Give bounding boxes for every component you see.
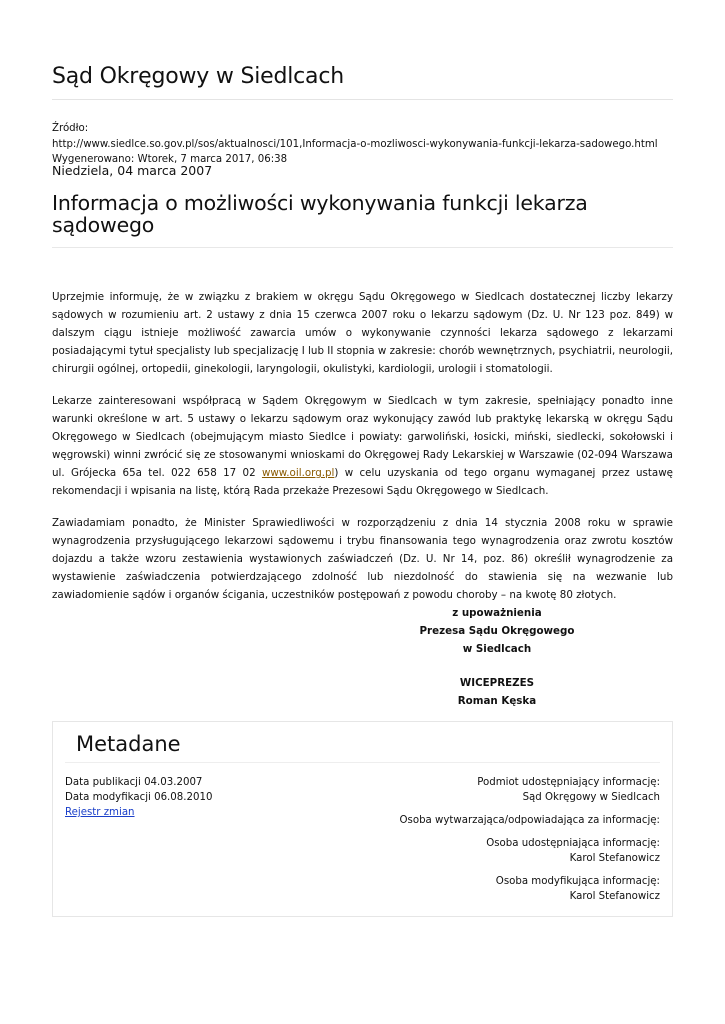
provider-label: Podmiot udostępniający informację: (477, 777, 660, 788)
metadata-title: Metadane (76, 732, 181, 756)
publisher-label: Osoba udostępniająca informację: (486, 838, 660, 849)
metadata-divider (65, 762, 660, 763)
metadata-dates (65, 775, 212, 820)
provider-value: Sąd Okręgowy w Siedlcach (522, 792, 660, 803)
article-body (52, 288, 673, 618)
metadata-box (52, 721, 673, 917)
signature-block (372, 604, 622, 710)
article-date: Niedziela, 04 marca 2007 (52, 163, 213, 178)
modification-date: Data modyfikacji 06.08.2010 (65, 792, 213, 803)
change-log-link[interactable]: Rejestr zmian (65, 807, 135, 818)
producer-label: Osoba wytwarzająca/odpowiadająca za informację: (399, 815, 660, 826)
paragraph-2-end: ) w celu uzyskania od tego organu wymaganej przez ustawę rekomendacji i wpisania na listę, którą Rada przekaże Prezesowi Sądu Okręgowego w Siedlcach. (52, 467, 673, 497)
paragraph-2-start: Lekarze zainteresowani współpracą w Sądem Okręgowym w Siedlcach w tym zakresie, spełniający ponadto inne warunki określone w art. 5 ustawy o lekarzu sądowym oraz wykonujący zawód lub praktykę lekarską w okręgu Sądu Okręgowego w Siedlcach (obejmującym miasto Siedlce i powiaty: garwoliński, łosicki, miński, siedlecki, sokołowski i węgrowski) winni zwrócić się ze stosowanymi wnioskami do Okręgowej Rady Lekarskiej w Warszawie (02-094 Warszawa ul. Grójecka 65a tel. 022 658 17 02 (52, 395, 673, 479)
metadata-persons (340, 775, 660, 912)
article-title: Informacja o możliwości wykonywania funkcji lekarza sądowego (52, 191, 588, 237)
paragraph-2 (52, 392, 673, 500)
signature-line-3: w Siedlcach (462, 643, 532, 655)
source-info (52, 121, 682, 168)
signature-role: WICEPREZES (459, 677, 535, 689)
signature-line-2: Prezesa Sądu Okręgowego (419, 625, 575, 637)
oil-link[interactable]: www.oil.org.pl (261, 467, 335, 479)
publisher-value: Karol Stefanowicz (569, 853, 660, 864)
signature-name: Roman Kęska (457, 695, 537, 707)
title-divider (52, 247, 673, 248)
modifier-label: Osoba modyfikująca informację: (495, 876, 660, 887)
header-divider (52, 99, 673, 100)
publication-date: Data publikacji 04.03.2007 (65, 777, 203, 788)
source-label: Źródło: (52, 123, 89, 134)
source-url: http://www.siedlce.so.gov.pl/sos/aktualnosci/101,Informacja-o-mozliwosci-wykonywania-funkcji-lekarza-sadowego.html (52, 138, 658, 150)
paragraph-1: Uprzejmie informuję, że w związku z brakiem w okręgu Sądu Okręgowego w Siedlcach dostatecznej liczby lekarzy sądowych w rozumieniu art. 2 ustawy z dnia 15 czerwca 2007 roku o lekarzu sądowym (Dz. U. Nr 123 poz. 849) w dalszym ciągu istnieje możliwość zawarcia umów o wykonywanie czynności lekarza sądowego z lekarzami posiadającymi tytuł specjalisty lub specjalizację I lub II stopnia w zakresie: chorób wewnętrznych, psychiatrii, neurologii, chirurgii ogólnej, ortopedii, ginekologii, laryngologii, okulistyki, kardiologii, urologii i stomatologii. (52, 291, 673, 375)
generated-date: Wygenerowano: Wtorek, 7 marca 2017, 06:38 (52, 154, 288, 165)
signature-line-1: z upoważnienia (452, 607, 542, 619)
modifier-value: Karol Stefanowicz (569, 891, 660, 902)
paragraph-3: Zawiadamiam ponadto, że Minister Sprawiedliwości w rozporządzeniu z dnia 14 stycznia 2008 roku w sprawie wynagrodzenia przysługującego lekarzowi sądowemu i trybu finansowania tego wynagrodzenia oraz zwrotu kosztów dojazdu a także wzoru zestawienia wystawionych zaświadczeń (Dz. U. Nr 14, poz. 86) określił wynagrodzenie za wystawienie zaświadczenia potwierdzającego zdolność lub niezdolność do stawienia się na wezwanie lub zawiadomienie sądów i organów ścigania, uczestników postępowań z powodu choroby – na kwotę 80 złotych. (52, 517, 673, 601)
site-title: Sąd Okręgowy w Siedlcach (52, 64, 344, 89)
